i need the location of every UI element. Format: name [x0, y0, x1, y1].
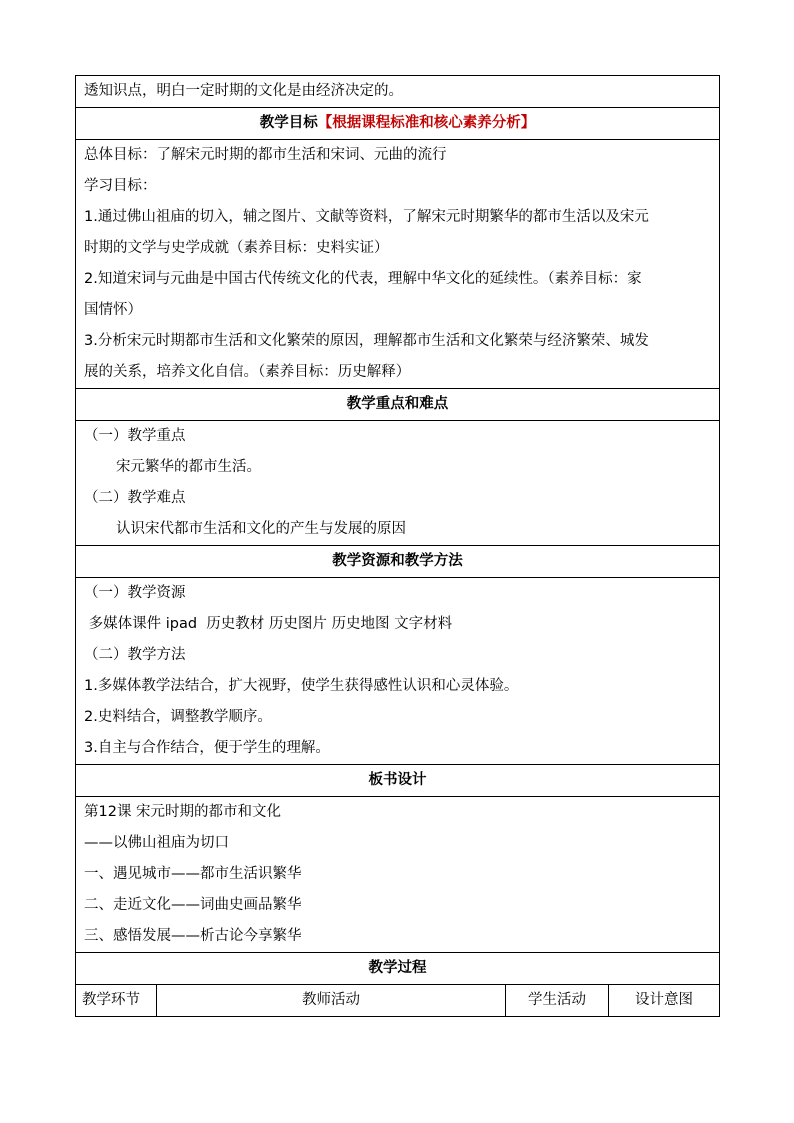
- key-points-body-row: [76, 421, 720, 546]
- objectives-heading-text: 教学目标: [259, 115, 318, 131]
- objective-line: 1.通过佛山祖庙的切入，辅之图片、文献等资料，了解宋元时期繁华的都市生活以及宋元: [84, 209, 649, 225]
- key-points-heading-row: [76, 389, 720, 421]
- board-line: 二、走近文化——词曲史画品繁华: [84, 897, 302, 913]
- column-header-intent: 设计意图: [635, 992, 693, 1008]
- resources-heading-row: [76, 546, 720, 578]
- method-line: 2.史料结合，调整教学顺序。: [84, 709, 272, 725]
- lesson-plan-page: [75, 75, 719, 1017]
- process-columns-row: [76, 985, 720, 1017]
- intro-text: 透知识点，明白一定时期的文化是由经济决定的。: [84, 83, 403, 99]
- board-line: ——以佛山祖庙为切口: [84, 835, 229, 851]
- objective-line: 展的关系，培养文化自信。（素养目标：历史解释）: [84, 364, 411, 380]
- methods-label: （二）教学方法: [84, 647, 186, 663]
- key-points-heading: 教学重点和难点: [346, 396, 449, 412]
- objectives-heading: [76, 108, 719, 139]
- lesson-plan-table: [75, 75, 720, 1017]
- board-heading-row: [76, 765, 720, 797]
- objective-line: 3.分析宋元时期都市生活和文化繁荣的原因，理解都市生活和文化繁荣与经济繁荣、城发: [84, 333, 649, 349]
- objective-line: 2.知道宋词与元曲是中国古代传统文化的代表，理解中华文化的延续性。（素养目标：家: [84, 271, 642, 287]
- board-line: 第12课 宋元时期的都市和文化: [84, 804, 282, 820]
- resources-text: 多媒体课件 ipad 历史教材 历史图片 历史地图 文字材料: [84, 616, 453, 632]
- focus-label: （一）教学重点: [84, 428, 186, 444]
- column-header-stage: 教学环节: [82, 992, 140, 1008]
- focus-text: 宋元繁华的都市生活。: [116, 459, 261, 475]
- difficulty-text: 认识宋代都市生活和文化的产生与发展的原因: [116, 521, 406, 537]
- method-line: 3.自主与合作结合，便于学生的理解。: [84, 740, 330, 756]
- column-header-student: 学生活动: [528, 992, 586, 1008]
- objectives-heading-row: [76, 108, 720, 140]
- objectives-body-row: [76, 140, 720, 389]
- difficulty-label: （二）教学难点: [84, 490, 186, 506]
- column-header-teacher: 教师活动: [302, 992, 360, 1008]
- objectives-heading-note: 【根据课程标准和核心素养分析】: [317, 115, 536, 131]
- resources-label: （一）教学资源: [84, 585, 186, 601]
- board-heading: 板书设计: [368, 772, 427, 788]
- objective-line: 学习目标：: [84, 178, 157, 194]
- board-line: 三、感悟发展——析古论今享繁华: [84, 928, 302, 944]
- resources-body-row: [76, 578, 720, 765]
- objective-line: 总体目标：了解宋元时期的都市生活和宋词、元曲的流行: [84, 147, 447, 163]
- intro-row: [76, 76, 720, 108]
- board-line: 一、遇见城市——都市生活识繁华: [84, 866, 302, 882]
- process-heading: 教学过程: [368, 960, 427, 976]
- objective-line: 国情怀）: [84, 302, 142, 318]
- method-line: 1.多媒体教学法结合，扩大视野，使学生获得感性认识和心灵体验。: [84, 678, 519, 694]
- process-heading-row: [76, 953, 720, 985]
- objective-line: 时期的文学与史学成就（素养目标：史料实证）: [84, 240, 389, 256]
- resources-heading: 教学资源和教学方法: [332, 553, 463, 569]
- board-body-row: [76, 797, 720, 953]
